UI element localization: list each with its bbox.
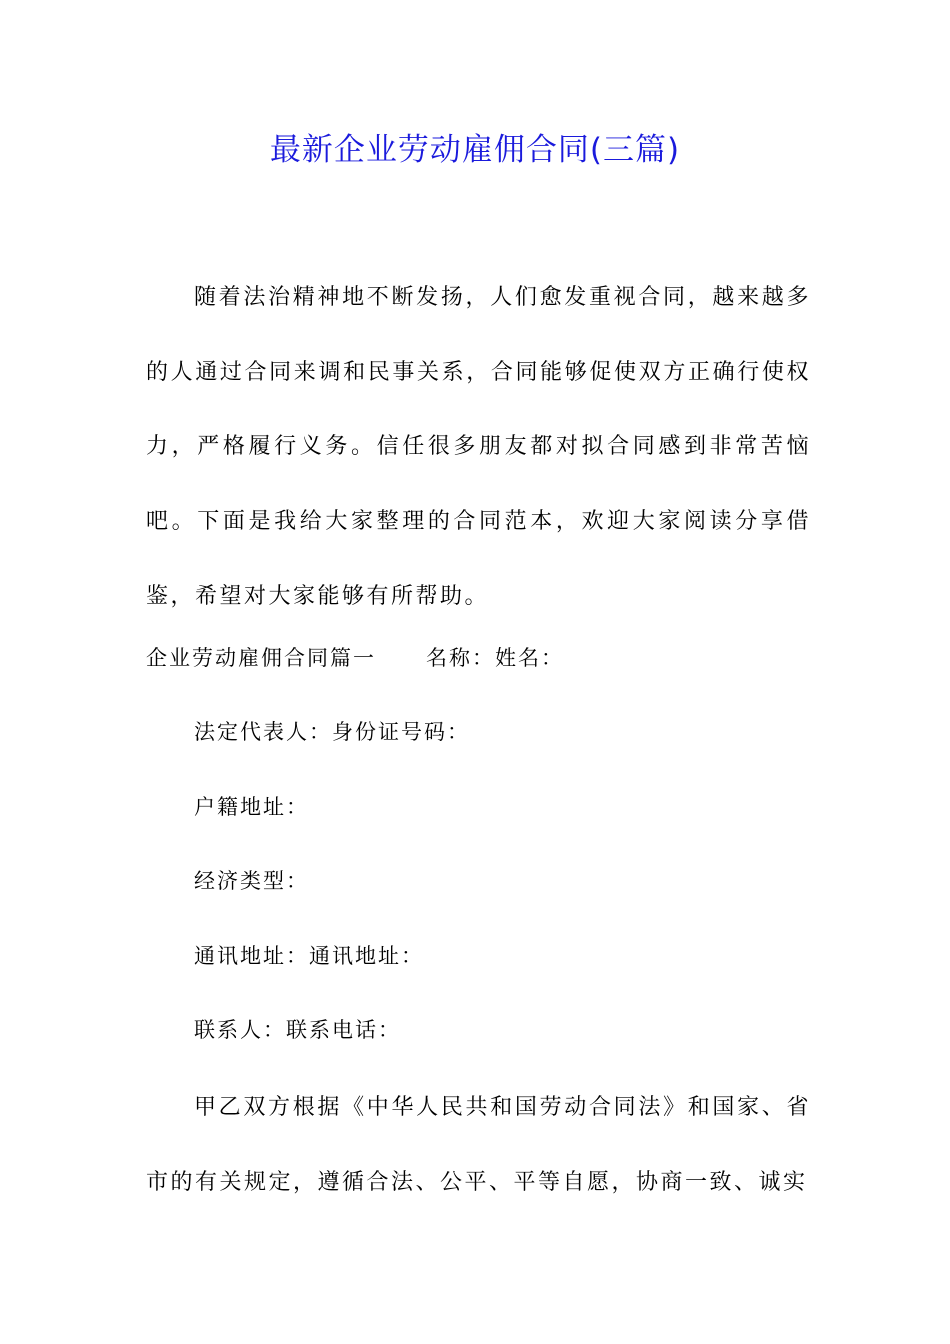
contact-field: 联系人：联系电话： (194, 1018, 401, 1042)
section-heading-line (146, 638, 564, 678)
legal-rep-field: 法定代表人：身份证号码： (194, 720, 470, 744)
contract-basis-paragraph: 甲乙双方根据《中华人民共和国劳动合同法》和国家、省市的有关规定，遵循合法、公平、平等自愿，协商一致、诚实 (146, 1095, 811, 1195)
economic-type-field: 经济类型： (194, 869, 309, 893)
intro-paragraph: 随着法治精神地不断发扬，人们愈发重视合同，越来越多的人通过合同来调和民事关系，合同能够促使双方正确行使权力，严格履行义务。信任很多朋友都对拟合同感到非常苦恼吧。下面是我给大家整理的合同范本，欢迎大家阅读分享借鉴，希望对大家能够有所帮助。 (146, 285, 811, 609)
section-heading: 企业劳动雇佣合同篇一 (146, 646, 376, 670)
document-title: 最新企业劳动雇佣合同(三篇) (269, 132, 681, 168)
hukou-address-field: 户籍地址： (194, 795, 309, 819)
name-label: 名称：姓名： (426, 646, 564, 670)
mailing-address-field: 通讯地址：通讯地址： (194, 944, 424, 968)
